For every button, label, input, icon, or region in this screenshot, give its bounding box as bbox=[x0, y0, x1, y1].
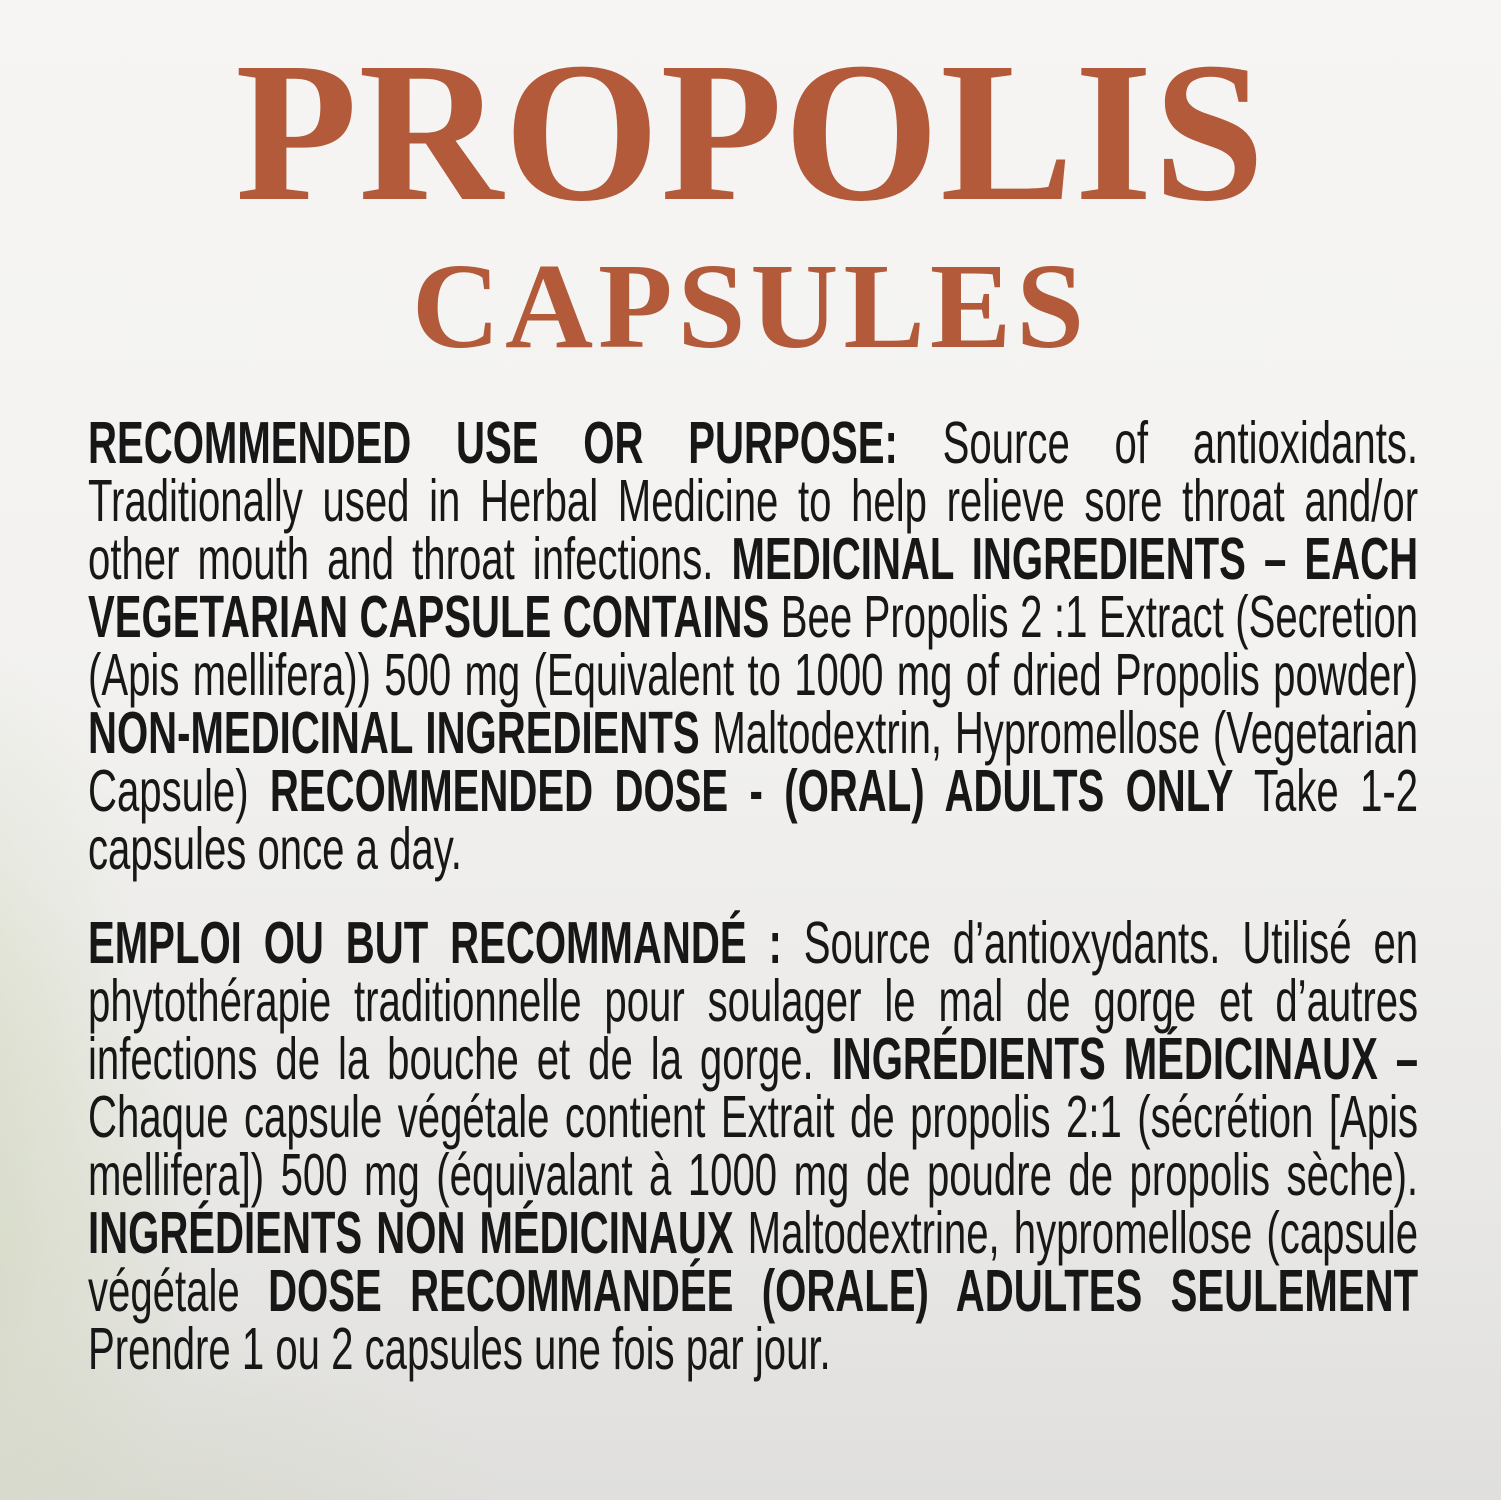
en-recommended-use-heading: RECOMMENDED USE OR PURPOSE: bbox=[88, 410, 943, 476]
en-medicinal-ingredients-text: Bee Propolis 2 :1 Extract (Secretion (Apis mellifera)) 500 mg (Equivalent to 1000 mg of dried Propolis powder) bbox=[88, 584, 1419, 708]
en-non-medicinal-ingredients-text: Maltodextrin, Hypromellose (Vegetarian Capsule) bbox=[88, 700, 1419, 824]
french-directions-paragraph bbox=[88, 910, 1419, 1382]
en-recommended-dose-heading: RECOMMENDED DOSE - (ORAL) ADULTS ONLY bbox=[269, 758, 1254, 824]
fr-emploi-text: Source d’antioxydants. Utilisé en phytothérapie traditionnelle pour soulager le mal de gorge et d’autres infections de la bouche et de la gorge. bbox=[88, 910, 1419, 1092]
fr-ingredients-medicinaux-heading: INGRÉDIENTS MÉDICINAUX – bbox=[831, 1026, 1419, 1092]
title-block bbox=[0, 22, 1501, 374]
fr-ingredients-non-medicinaux-heading: INGRÉDIENTS NON MÉDICINAUX bbox=[88, 1200, 748, 1266]
directions-text-block bbox=[88, 410, 1419, 1382]
fr-ingredients-non-medicinaux-text: Maltodextrine, hypromellose (capsule végétale bbox=[88, 1200, 1419, 1324]
en-recommended-use-text: Source of antioxidants. Traditionally used in Herbal Medicine to help relieve sore throat and/or other mouth and throat infections. bbox=[88, 410, 1419, 592]
product-subtitle: CAPSULES bbox=[411, 239, 1090, 374]
en-medicinal-ingredients-heading: MEDICINAL INGREDIENTS – EACH VEGETARIAN CAPSULE CONTAINS bbox=[88, 526, 1419, 650]
product-title: PROPOLIS bbox=[235, 22, 1266, 243]
fr-dose-recommandee-heading: DOSE RECOMMANDÉE (ORALE) ADULTES SEULEMENT bbox=[268, 1258, 1419, 1324]
english-directions-paragraph bbox=[88, 410, 1419, 882]
en-recommended-dose-text: Take 1-2 capsules once a day. bbox=[88, 758, 1419, 882]
fr-dose-recommandee-text: Prendre 1 ou 2 capsules une fois par jour. bbox=[88, 1316, 831, 1382]
fr-emploi-heading: EMPLOI OU BUT RECOMMANDÉ : bbox=[88, 910, 804, 976]
en-non-medicinal-ingredients-heading: NON-MEDICINAL INGREDIENTS bbox=[88, 700, 713, 766]
fr-ingredients-medicinaux-text: Chaque capsule végétale contient Extrait de propolis 2:1 (sécrétion [Apis mellifera]) 500 mg (équivalant à 1000 mg de poudre de propolis sèche). bbox=[88, 1084, 1419, 1208]
